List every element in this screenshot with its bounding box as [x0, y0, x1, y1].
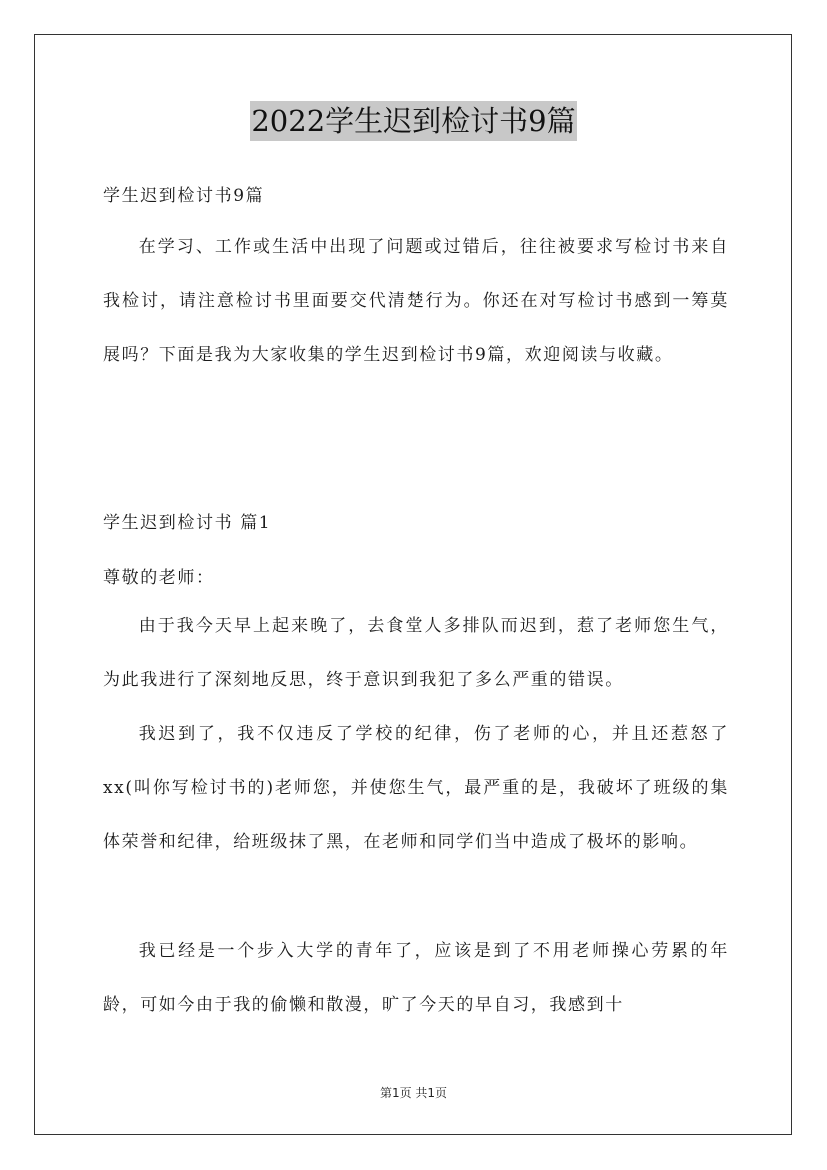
section-heading: 学生迟到检讨书 篇1	[103, 513, 272, 533]
document-title-text: 2022学生迟到检讨书9篇	[250, 101, 576, 141]
body-paragraph-3: 我已经是一个步入大学的青年了，应该是到了不用老师操心劳累的年龄，可如今由于我的偷懒和散漫，旷了今天的早自习，我感到十	[103, 941, 729, 1015]
body-paragraph-2: 我迟到了，我不仅违反了学校的纪律，伤了老师的心，并且还惹怒了xx(叫你写检讨书的)老师您，并使您生气，最严重的是，我破坏了班级的集体荣誉和纪律，给班级抹了黑，在老师和同学们当中造成了极坏的影响。	[103, 724, 729, 852]
document-subtitle: 学生迟到检讨书9篇	[103, 186, 265, 206]
page-footer	[0, 1084, 827, 1101]
intro-paragraph: 在学习、工作或生活中出现了问题或过错后，往往被要求写检讨书来自我检讨，请注意检讨书里面要交代清楚行为。你还在对写检讨书感到一筹莫展吗？下面是我为大家收集的学生迟到检讨书9篇，欢迎阅读与收藏。	[103, 237, 729, 365]
body-paragraph-1: 由于我今天早上起来晚了，去食堂人多排队而迟到，惹了老师您生气，为此我进行了深刻地反思，终于意识到我犯了多么严重的错误。	[103, 616, 729, 690]
document-title	[0, 101, 827, 141]
salutation: 尊敬的老师：	[103, 568, 215, 588]
page-number-label: 第1页 共1页	[379, 1086, 448, 1100]
